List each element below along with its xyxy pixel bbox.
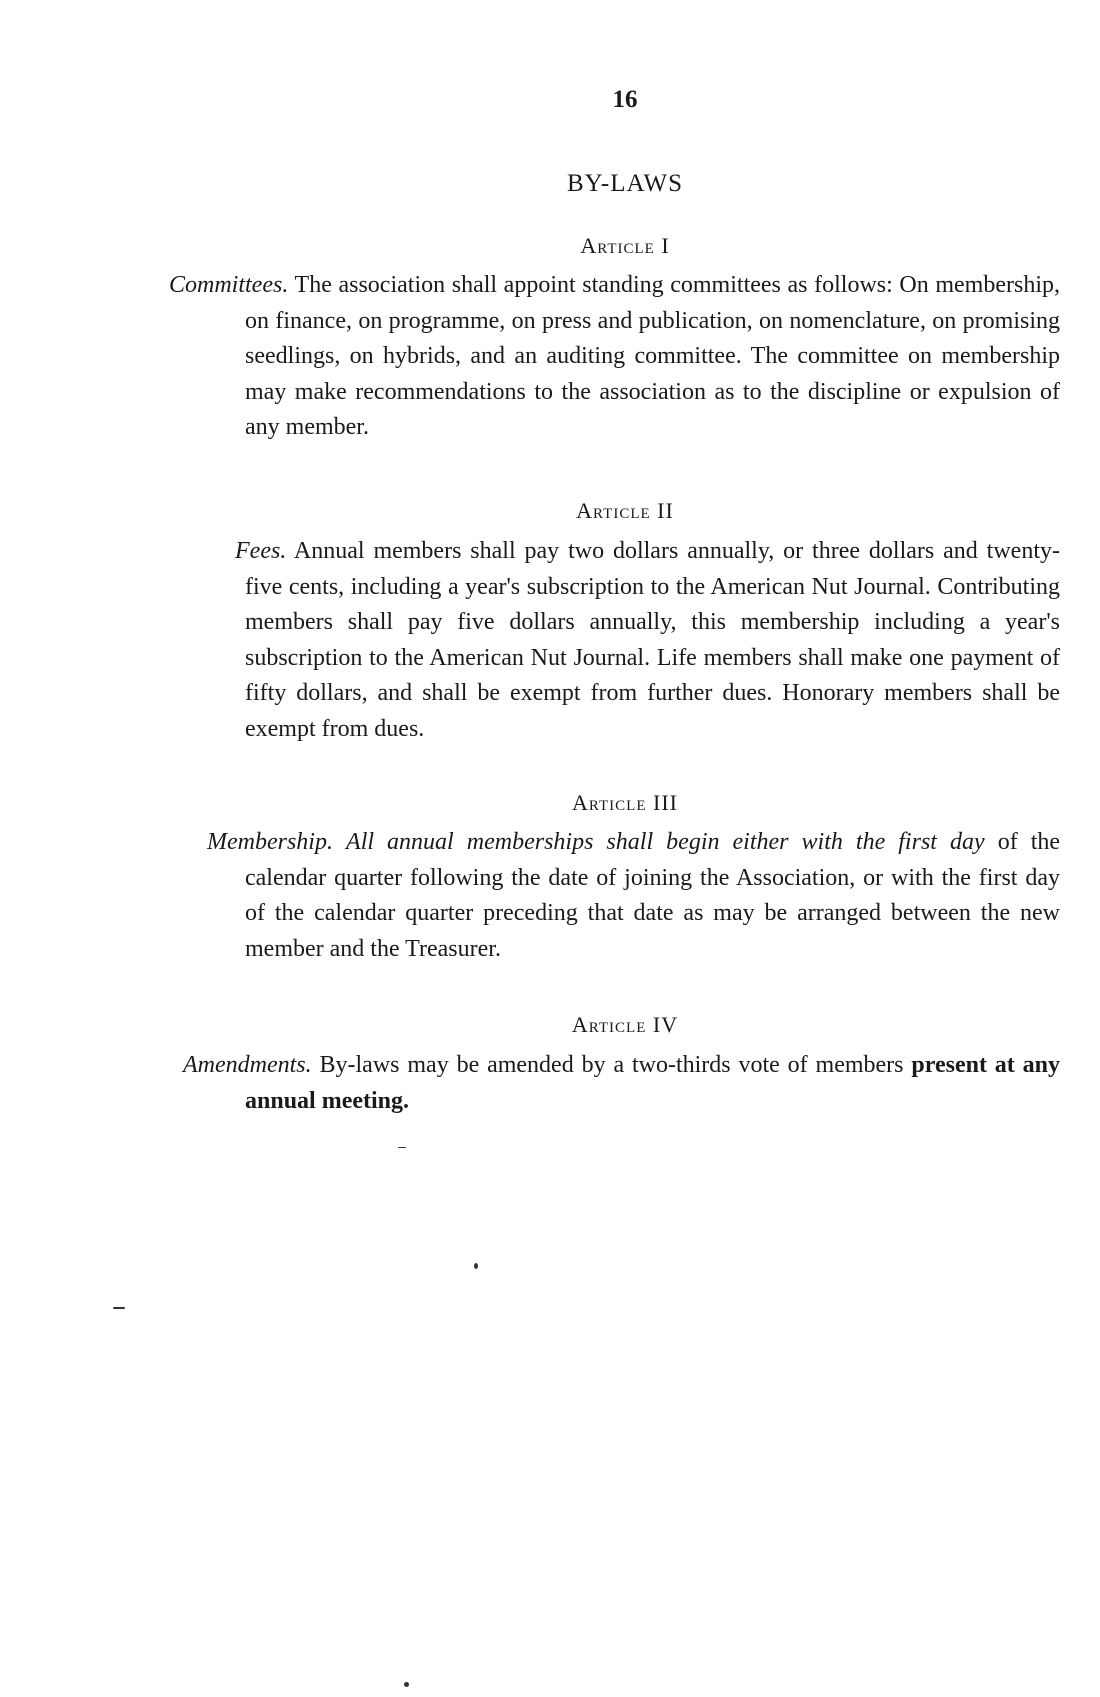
paper-speck: [474, 1263, 478, 1269]
article-1-heading: Article I: [580, 233, 670, 258]
article-2-label: Fees.: [235, 538, 287, 564]
page-title: BY-LAWS: [566, 170, 684, 197]
article-2-heading: Article II: [576, 498, 674, 523]
paper-speck: [113, 1307, 125, 1309]
article-4-heading: Article IV: [571, 1012, 679, 1037]
article-4-body: [183, 1048, 1061, 1119]
article-3-italic-text: All annual memberships shall begin either with the first day: [346, 829, 985, 855]
article-2-body: [235, 534, 1060, 747]
article-3-label: Membership.: [207, 829, 333, 855]
article-1-body: [169, 268, 1060, 446]
paper-speck: [398, 1147, 406, 1148]
article-1-label: Committees.: [169, 272, 289, 298]
article-3-body: [207, 825, 1061, 967]
article-4-text: By-laws may be amended by a two-thirds vote of members: [319, 1052, 904, 1078]
article-2-text: Annual members shall pay two dollars annually, or three dollars and twenty-five cents, including a year's subscription to the American Nut Journal. Contributing members shall pay five dollars annually, this membership including a year's subscription to the American Nut Journal. Life members shall make one payment of fifty dollars, and shall be exempt from further dues. Honorary members shall be exempt from dues.: [245, 538, 1060, 742]
page-number: 16: [612, 86, 638, 113]
article-3-heading: Article III: [572, 790, 678, 815]
article-4-bold-text: present at any annual meeting.: [245, 1052, 1061, 1114]
article-3-text: of the calendar quarter following the date of joining the Association, or with the first day of the calendar quarter preceding that date as may be arranged between the new member and the Treasurer.: [245, 829, 1061, 962]
article-4-label: Amendments.: [183, 1052, 312, 1078]
paper-speck: [404, 1682, 409, 1687]
article-1-text: The association shall appoint standing committees as follows: On membership, on finance, on programme, on press and publication, on nomenclature, on promising seedlings, on hybrids, and an auditing committee. The committee on membership may make recommendations to the association as to the discipline or expulsion of any member.: [245, 272, 1060, 440]
